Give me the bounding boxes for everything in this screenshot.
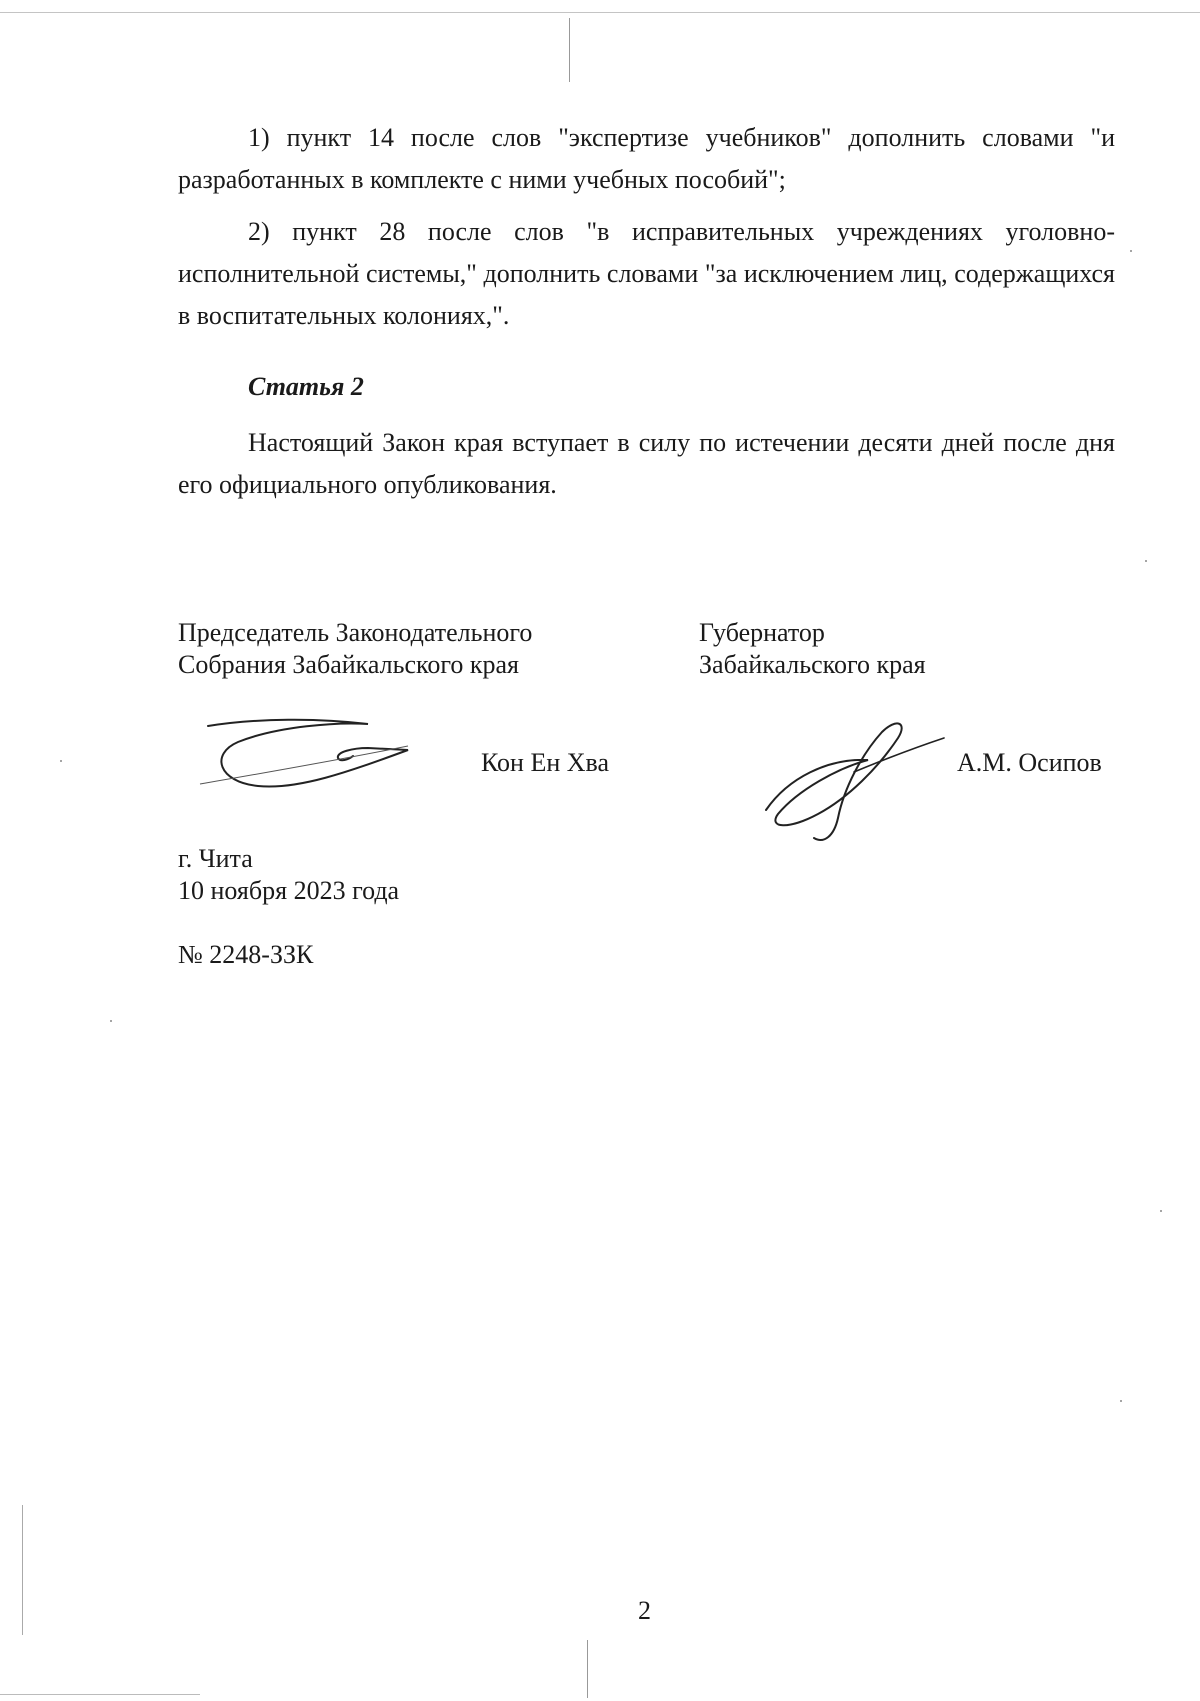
- right-signatory-title-line2: Забайкальского края: [699, 650, 926, 679]
- scan-edge-bottom: [0, 1694, 200, 1695]
- scan-speck: [60, 760, 62, 762]
- place-date: [178, 843, 399, 907]
- right-signatory-title: [699, 617, 926, 681]
- article-text: Настоящий Закон края вступает в силу по истечении десяти дней после дня его официального опубликования.: [178, 428, 1115, 499]
- scan-speck: [1160, 1210, 1162, 1212]
- scan-fold-bottom: [587, 1640, 588, 1698]
- scan-speck: [1120, 1400, 1122, 1402]
- left-signatory-title-line1: Председатель Законодательного: [178, 618, 533, 647]
- article-heading: Статья 2: [248, 372, 364, 401]
- scan-edge-top: [0, 12, 1200, 13]
- date: 10 ноября 2023 года: [178, 876, 400, 905]
- city: г. Чита: [178, 844, 253, 873]
- right-signatory-name: А.М. Осипов: [957, 748, 1102, 777]
- amendment-paragraph: 2) пункт 28 после слов "в исправительных учреждениях уголовно-исполнительной системы," дополнить словами "за исключением лиц, содержащихся в воспитательных колониях,".: [178, 217, 1115, 330]
- right-signatory-title-line1: Губернатор: [699, 618, 825, 647]
- page-number: 2: [638, 1596, 651, 1625]
- scan-speck: [1145, 560, 1147, 562]
- scan-speck: [110, 1020, 112, 1022]
- left-signatory-name: Кон Ен Хва: [481, 748, 610, 777]
- scan-speck: [1130, 250, 1132, 252]
- left-signatory-title: [178, 617, 532, 681]
- amendment-paragraph: 1) пункт 14 после слов "экспертизе учебников" дополнить словами "и разработанных в комплекте с ними учебных пособий";: [178, 123, 1115, 194]
- left-signature: [198, 712, 420, 792]
- scan-edge-left-bottom: [22, 1505, 23, 1635]
- scan-fold-top: [569, 18, 570, 82]
- right-signature: [758, 718, 948, 843]
- left-signatory-title-line2: Собрания Забайкальского края: [178, 650, 519, 679]
- law-number: № 2248-ЗЗК: [178, 940, 314, 969]
